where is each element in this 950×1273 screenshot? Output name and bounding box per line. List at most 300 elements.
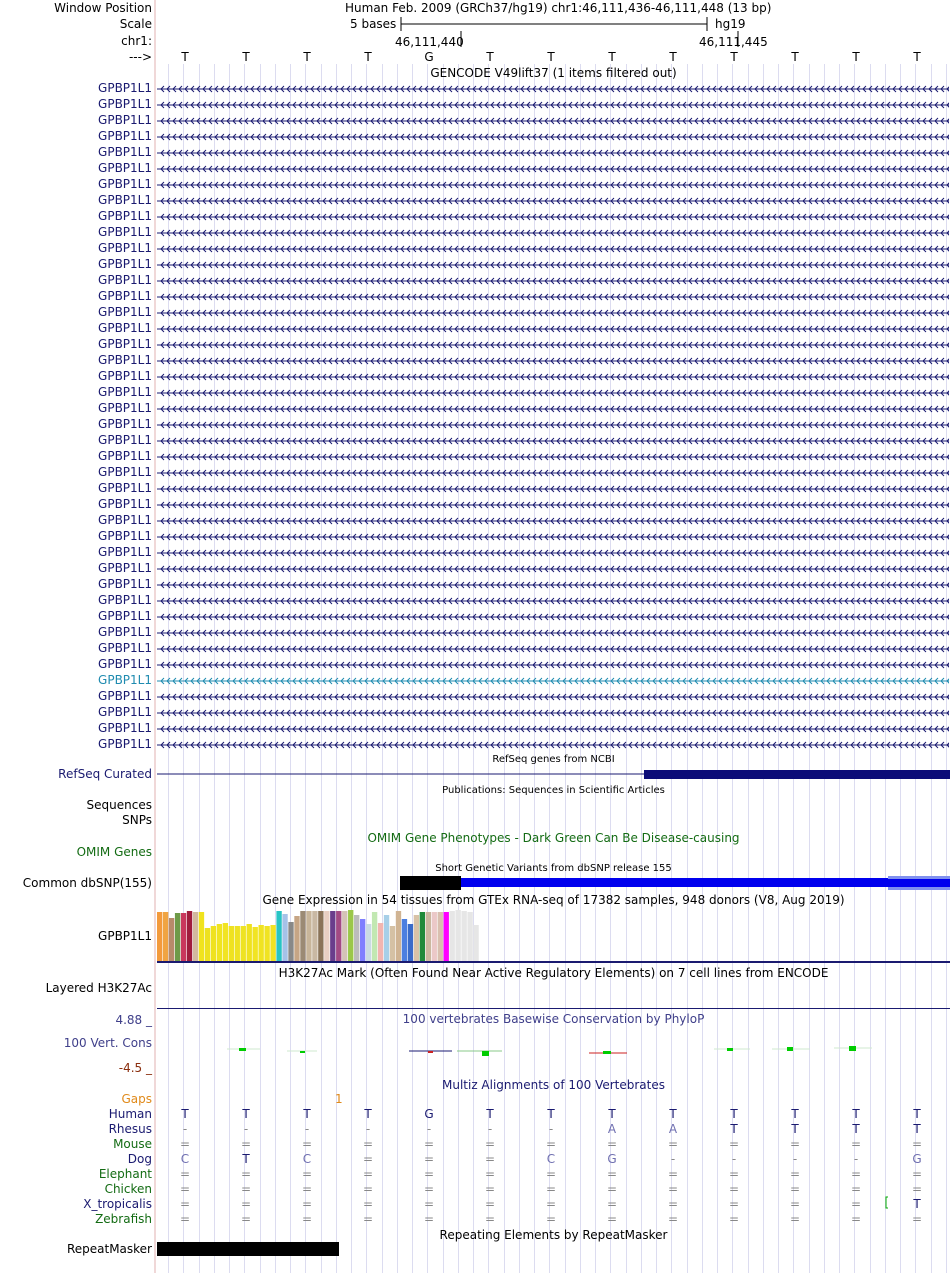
gencode-gene-label[interactable]: GPBP1L1 xyxy=(98,81,152,95)
dog-base: G xyxy=(607,1152,617,1166)
elephant-base: = xyxy=(484,1167,496,1181)
repeatmasker-track-title[interactable]: Repeating Elements by RepeatMasker xyxy=(439,1228,668,1242)
rhesus-base: T xyxy=(852,1122,860,1136)
gtex-tissue-bar xyxy=(330,911,335,961)
gtex-expression-chart[interactable] xyxy=(157,909,950,964)
elephant-base: = xyxy=(667,1167,679,1181)
gencode-gene-label[interactable]: GPBP1L1 xyxy=(98,209,152,223)
gencode-transcript[interactable] xyxy=(157,354,949,368)
gtex-tissue-bar xyxy=(467,912,472,961)
x_tropicalis-base: = xyxy=(667,1197,679,1211)
rhesus-base: - xyxy=(365,1122,371,1136)
elephant-base: = xyxy=(423,1167,435,1181)
gtex-track-title[interactable]: Gene Expression in 54 tissues from GTEx RNA-seq of 17382 samples, 948 donors (V8, Aug 2019) xyxy=(262,893,845,907)
gencode-gene-label[interactable]: GPBP1L1 xyxy=(98,161,152,175)
mouse-base: = xyxy=(179,1137,191,1151)
reference-base: T xyxy=(791,50,799,64)
gencode-gene-label[interactable]: GPBP1L1 xyxy=(98,433,152,447)
gtex-tissue-bar xyxy=(294,916,299,961)
gencode-transcript[interactable] xyxy=(157,450,949,464)
gencode-track-title[interactable]: GENCODE V49lift37 (1 items filtered out) xyxy=(430,66,677,80)
omim-track-title[interactable]: OMIM Gene Phenotypes - Dark Green Can Be Disease-causing xyxy=(367,831,740,845)
dog-base: = xyxy=(362,1152,374,1166)
gtex-tissue-bar xyxy=(187,911,192,961)
publications-sequences-label[interactable]: Sequences xyxy=(86,798,152,812)
gtex-tissue-bar xyxy=(217,924,222,961)
gencode-transcript[interactable] xyxy=(157,130,949,144)
reference-base: T xyxy=(669,50,677,64)
gencode-transcript[interactable] xyxy=(157,498,949,512)
x_tropicalis-base: = xyxy=(850,1197,862,1211)
gtex-baseline xyxy=(157,961,950,963)
gtex-tissue-bar xyxy=(211,926,216,961)
elephant-base: = xyxy=(728,1167,740,1181)
chicken-base: = xyxy=(789,1182,801,1196)
gtex-tissue-bar xyxy=(181,913,186,961)
gencode-gene-label[interactable]: GPBP1L1 xyxy=(98,657,152,671)
human-base: T xyxy=(669,1107,677,1121)
phylop-signal[interactable] xyxy=(157,1040,950,1060)
zebrafish-base: = xyxy=(362,1212,374,1226)
gtex-tissue-bar xyxy=(390,926,395,961)
gencode-transcript[interactable] xyxy=(157,162,949,176)
human-base: T xyxy=(486,1107,494,1121)
gencode-gene-label[interactable]: GPBP1L1 xyxy=(98,305,152,319)
gencode-transcript[interactable] xyxy=(157,738,949,752)
human-base: T xyxy=(852,1107,860,1121)
gencode-transcript[interactable] xyxy=(157,546,949,560)
position-right: 46,111,445 xyxy=(699,35,768,49)
x_tropicalis-base: = xyxy=(606,1197,618,1211)
h3k27ac-label[interactable]: Layered H3K27Ac xyxy=(45,981,152,995)
gencode-transcript[interactable] xyxy=(157,642,949,656)
gencode-transcript[interactable] xyxy=(157,338,949,352)
mouse-base: = xyxy=(301,1137,313,1151)
gtex-tissue-bar xyxy=(282,914,287,961)
publications-snps-label[interactable]: SNPs xyxy=(122,813,152,827)
gtex-tissue-bar xyxy=(378,923,383,961)
multiz-species-label[interactable]: Mouse xyxy=(113,1137,152,1151)
gencode-gene-label[interactable]: GPBP1L1 xyxy=(98,561,152,575)
zebrafish-base: = xyxy=(545,1212,557,1226)
gencode-transcript[interactable] xyxy=(157,434,949,448)
reference-base: T xyxy=(547,50,555,64)
gtex-tissue-bar xyxy=(420,912,425,961)
zebrafish-base: = xyxy=(423,1212,435,1226)
gencode-transcript[interactable] xyxy=(157,658,949,672)
gencode-gene-label[interactable]: GPBP1L1 xyxy=(98,113,152,127)
rhesus-base: - xyxy=(243,1122,249,1136)
reference-base: T xyxy=(730,50,738,64)
x_tropicalis-base: = xyxy=(240,1197,252,1211)
scale-label: Scale xyxy=(119,17,152,31)
human-base: T xyxy=(608,1107,616,1121)
gencode-gene-label[interactable]: GPBP1L1 xyxy=(98,593,152,607)
elephant-base: = xyxy=(362,1167,374,1181)
phylop-max: 4.88 _ xyxy=(115,1013,152,1027)
multiz-species-label[interactable]: Rhesus xyxy=(108,1122,152,1136)
refseq-track-title[interactable]: RefSeq genes from NCBI xyxy=(492,754,615,765)
gtex-tissue-bar xyxy=(354,915,359,961)
gencode-gene-label[interactable]: GPBP1L1 xyxy=(98,369,152,383)
mouse-base: = xyxy=(362,1137,374,1151)
gencode-gene-label[interactable]: GPBP1L1 xyxy=(98,465,152,479)
gtex-tissue-bar xyxy=(461,911,466,961)
repeatmasker-element[interactable] xyxy=(157,1241,950,1257)
gencode-gene-label[interactable]: GPBP1L1 xyxy=(98,641,152,655)
gencode-gene-label[interactable]: GPBP1L1 xyxy=(98,577,152,591)
scale-bases-text: 5 bases xyxy=(350,17,397,31)
gencode-transcript[interactable] xyxy=(157,82,949,96)
gencode-gene-label[interactable]: GPBP1L1 xyxy=(98,513,152,527)
gencode-transcript[interactable] xyxy=(157,98,949,112)
gtex-tissue-bar xyxy=(288,922,293,961)
mouse-base: = xyxy=(484,1137,496,1151)
strand-label: ---> xyxy=(128,50,152,64)
insertion-bracket xyxy=(884,1196,890,1210)
gencode-transcript[interactable] xyxy=(157,482,949,496)
elephant-base: = xyxy=(179,1167,191,1181)
gencode-gene-label[interactable]: GPBP1L1 xyxy=(98,177,152,191)
dog-base: C xyxy=(180,1152,190,1166)
x_tropicalis-base: = xyxy=(301,1197,313,1211)
gencode-transcript[interactable] xyxy=(157,386,949,400)
gencode-transcript[interactable] xyxy=(157,594,949,608)
gtex-tissue-bar xyxy=(432,912,437,961)
gtex-tissue-bar xyxy=(276,911,281,961)
gencode-transcript[interactable] xyxy=(157,210,949,224)
gtex-tissue-bar xyxy=(264,926,269,961)
gtex-tissue-bar xyxy=(456,910,461,961)
chicken-base: = xyxy=(667,1182,679,1196)
gencode-transcript[interactable] xyxy=(157,690,949,704)
human-base: G xyxy=(424,1107,434,1121)
x_tropicalis-base: = xyxy=(789,1197,801,1211)
scale-bar xyxy=(400,15,710,33)
dog-base: C xyxy=(546,1152,556,1166)
gtex-tissue-bar xyxy=(372,912,377,961)
gencode-transcript[interactable] xyxy=(157,226,949,240)
gencode-transcript[interactable] xyxy=(157,402,949,416)
human-base: T xyxy=(547,1107,555,1121)
gencode-gene-label[interactable]: GPBP1L1 xyxy=(98,129,152,143)
publications-track-title[interactable]: Publications: Sequences in Scientific Articles xyxy=(442,785,665,796)
gencode-gene-label[interactable]: GPBP1L1 xyxy=(98,449,152,463)
zebrafish-base: = xyxy=(179,1212,191,1226)
gencode-transcript[interactable] xyxy=(157,562,949,576)
reference-base: T xyxy=(486,50,494,64)
gencode-gene-label[interactable]: GPBP1L1 xyxy=(98,545,152,559)
dbsnp-track-title[interactable]: Short Genetic Variants from dbSNP release 155 xyxy=(435,863,672,874)
rhesus-base: T xyxy=(791,1122,799,1136)
elephant-base: = xyxy=(545,1167,557,1181)
gencode-gene-label[interactable]: GPBP1L1 xyxy=(98,193,152,207)
x_tropicalis-base: = xyxy=(728,1197,740,1211)
reference-base: G xyxy=(424,50,434,64)
gtex-tissue-bar xyxy=(205,928,210,961)
gencode-gene-label[interactable]: GPBP1L1 xyxy=(98,321,152,335)
gencode-transcript[interactable] xyxy=(157,290,949,304)
zebrafish-base: = xyxy=(240,1212,252,1226)
gtex-tissue-bar xyxy=(324,911,329,961)
elephant-base: = xyxy=(240,1167,252,1181)
multiz-species-label[interactable]: Elephant xyxy=(98,1167,152,1181)
multiz-species-label[interactable]: Dog xyxy=(127,1152,152,1166)
gtex-tissue-bar xyxy=(473,925,478,961)
gtex-tissue-bar xyxy=(348,910,353,961)
refseq-transcript[interactable] xyxy=(157,766,950,782)
zebrafish-base: = xyxy=(667,1212,679,1226)
gencode-gene-label[interactable]: GPBP1L1 xyxy=(98,273,152,287)
dog-base: - xyxy=(792,1152,798,1166)
gtex-tissue-bar xyxy=(223,923,228,961)
gencode-transcript[interactable] xyxy=(157,626,949,640)
gencode-transcript[interactable] xyxy=(157,194,949,208)
gencode-gene-label[interactable]: GPBP1L1 xyxy=(98,353,152,367)
gtex-tissue-bar xyxy=(312,911,317,961)
gencode-gene-label[interactable]: GPBP1L1 xyxy=(98,401,152,415)
mouse-base: = xyxy=(240,1137,252,1151)
gencode-gene-label[interactable]: GPBP1L1 xyxy=(98,689,152,703)
gencode-transcript[interactable] xyxy=(157,722,949,736)
human-base: T xyxy=(303,1107,311,1121)
chicken-base: = xyxy=(423,1182,435,1196)
gtex-tissue-bar xyxy=(193,912,198,961)
gap-marker: 1 xyxy=(335,1092,343,1106)
multiz-species-label[interactable]: Chicken xyxy=(104,1182,152,1196)
gencode-gene-label[interactable]: GPBP1L1 xyxy=(98,145,152,159)
mouse-base: = xyxy=(667,1137,679,1151)
chicken-base: = xyxy=(606,1182,618,1196)
zebrafish-base: = xyxy=(606,1212,618,1226)
x_tropicalis-base: = xyxy=(362,1197,374,1211)
x_tropicalis-base: = xyxy=(423,1197,435,1211)
rhesus-base: A xyxy=(607,1122,617,1136)
gtex-tissue-bar xyxy=(342,911,347,961)
gencode-transcript[interactable] xyxy=(157,418,949,432)
mouse-base: = xyxy=(850,1137,862,1151)
gtex-tissue-bar xyxy=(402,919,407,961)
gtex-tissue-bar xyxy=(258,925,263,961)
gencode-gene-label[interactable]: GPBP1L1 xyxy=(98,625,152,639)
gtex-tissue-bar xyxy=(300,911,305,961)
elephant-base: = xyxy=(301,1167,313,1181)
gtex-tissue-bar xyxy=(408,924,413,961)
rhesus-base: - xyxy=(548,1122,554,1136)
chicken-base: = xyxy=(362,1182,374,1196)
gtex-label[interactable]: GPBP1L1 xyxy=(98,929,152,943)
phylop-track-title[interactable]: 100 vertebrates Basewise Conservation by PhyloP xyxy=(402,1012,705,1026)
mouse-base: = xyxy=(545,1137,557,1151)
h3k27ac-baseline xyxy=(157,1008,950,1009)
gencode-transcript[interactable] xyxy=(157,466,949,480)
gencode-transcript[interactable] xyxy=(157,114,949,128)
mouse-base: = xyxy=(606,1137,618,1151)
human-base: T xyxy=(364,1107,372,1121)
gtex-tissue-bar xyxy=(360,919,365,961)
dog-base: = xyxy=(484,1152,496,1166)
gtex-tissue-bar xyxy=(414,915,419,961)
gaps-label[interactable]: Gaps xyxy=(121,1092,152,1106)
gtex-tissue-bar xyxy=(253,927,258,961)
gtex-tissue-bar xyxy=(318,911,323,961)
human-base: T xyxy=(181,1107,189,1121)
gtex-tissue-bar xyxy=(426,912,431,961)
dbsnp-label[interactable]: Common dbSNP(155) xyxy=(22,876,152,890)
omim-label[interactable]: OMIM Genes xyxy=(76,845,152,859)
multiz-species-label[interactable]: Human xyxy=(108,1107,152,1121)
gencode-transcript[interactable] xyxy=(157,514,949,528)
gtex-tissue-bar xyxy=(175,913,180,961)
rhesus-base: T xyxy=(730,1122,738,1136)
gencode-gene-label[interactable]: GPBP1L1 xyxy=(98,417,152,431)
chicken-base: = xyxy=(850,1182,862,1196)
gencode-gene-label[interactable]: GPBP1L1 xyxy=(98,257,152,271)
gtex-tissue-bar xyxy=(306,911,311,961)
elephant-base: = xyxy=(789,1167,801,1181)
gencode-gene-label[interactable]: GPBP1L1 xyxy=(98,673,152,687)
assembly-position-text[interactable]: Human Feb. 2009 (GRCh37/hg19) chr1:46,111,436-46,111,448 (13 bp) xyxy=(345,1,772,15)
mouse-base: = xyxy=(911,1137,923,1151)
phylop-min: -4.5 _ xyxy=(118,1061,152,1075)
mouse-base: = xyxy=(789,1137,801,1151)
zebrafish-base: = xyxy=(484,1212,496,1226)
dog-base: - xyxy=(670,1152,676,1166)
reference-base: T xyxy=(181,50,189,64)
chicken-base: = xyxy=(179,1182,191,1196)
h3k27ac-track-title[interactable]: H3K27Ac Mark (Often Found Near Active Regulatory Elements) on 7 cell lines from ENCODE xyxy=(278,966,829,980)
rhesus-base: T xyxy=(913,1122,921,1136)
gencode-transcript[interactable] xyxy=(157,146,949,160)
rhesus-base: A xyxy=(668,1122,678,1136)
gencode-gene-label[interactable]: GPBP1L1 xyxy=(98,97,152,111)
human-base: T xyxy=(913,1107,921,1121)
gtex-tissue-bar xyxy=(384,915,389,961)
chicken-base: = xyxy=(240,1182,252,1196)
gtex-tissue-bar xyxy=(241,926,246,961)
phylop-label[interactable]: 100 Vert. Cons xyxy=(63,1036,152,1050)
gencode-transcript[interactable] xyxy=(157,578,949,592)
gencode-gene-label[interactable]: GPBP1L1 xyxy=(98,225,152,239)
x_tropicalis-base: = xyxy=(545,1197,557,1211)
gencode-gene-label[interactable]: GPBP1L1 xyxy=(98,721,152,735)
gtex-tissue-bar xyxy=(157,912,162,961)
gtex-tissue-bar xyxy=(444,912,449,961)
elephant-base: = xyxy=(606,1167,618,1181)
mouse-base: = xyxy=(728,1137,740,1151)
multiz-species-label[interactable]: X_tropicalis xyxy=(83,1197,152,1211)
reference-base: T xyxy=(852,50,860,64)
gtex-tissue-bar xyxy=(336,911,341,961)
x_tropicalis-base: = xyxy=(179,1197,191,1211)
position-left: 46,111,440 xyxy=(395,35,464,49)
x_tropicalis-base: = xyxy=(484,1197,496,1211)
rhesus-base: - xyxy=(304,1122,310,1136)
gencode-gene-label[interactable]: GPBP1L1 xyxy=(98,481,152,495)
reference-base: T xyxy=(303,50,311,64)
gencode-transcript[interactable] xyxy=(157,370,949,384)
gtex-tissue-bar xyxy=(229,926,234,961)
multiz-track-title[interactable]: Multiz Alignments of 100 Vertebrates xyxy=(441,1078,666,1092)
gencode-transcript[interactable] xyxy=(157,306,949,320)
refseq-label[interactable]: RefSeq Curated xyxy=(58,767,152,781)
rhesus-base: - xyxy=(426,1122,432,1136)
gtex-tissue-bar xyxy=(438,912,443,961)
rhesus-base: - xyxy=(182,1122,188,1136)
zebrafish-base: = xyxy=(911,1212,923,1226)
dog-base: T xyxy=(242,1152,250,1166)
human-base: T xyxy=(730,1107,738,1121)
window-position-label: Window Position xyxy=(54,1,152,15)
gencode-transcript[interactable] xyxy=(157,530,949,544)
chicken-base: = xyxy=(484,1182,496,1196)
gencode-transcript[interactable] xyxy=(157,242,949,256)
gencode-gene-label[interactable]: GPBP1L1 xyxy=(98,737,152,751)
chicken-base: = xyxy=(911,1182,923,1196)
human-base: T xyxy=(242,1107,250,1121)
dog-base: G xyxy=(912,1152,922,1166)
dbsnp-variants[interactable] xyxy=(157,875,950,891)
gtex-tissue-bar xyxy=(396,911,401,961)
chrom-label: chr1: xyxy=(121,34,152,48)
gencode-gene-label[interactable]: GPBP1L1 xyxy=(98,705,152,719)
human-base: T xyxy=(791,1107,799,1121)
gtex-tissue-bar xyxy=(169,918,174,961)
gencode-gene-label[interactable]: GPBP1L1 xyxy=(98,497,152,511)
chicken-base: = xyxy=(545,1182,557,1196)
repeatmasker-label[interactable]: RepeatMasker xyxy=(66,1242,152,1256)
gencode-gene-label[interactable]: GPBP1L1 xyxy=(98,337,152,351)
gencode-gene-label[interactable]: GPBP1L1 xyxy=(98,609,152,623)
gencode-gene-label[interactable]: GPBP1L1 xyxy=(98,385,152,399)
gtex-tissue-bar xyxy=(163,912,168,961)
reference-base: T xyxy=(913,50,921,64)
elephant-base: = xyxy=(850,1167,862,1181)
gencode-transcript[interactable] xyxy=(157,610,949,624)
ruler-tick-left xyxy=(460,31,464,49)
gtex-tissue-bar xyxy=(450,911,455,961)
gencode-gene-label[interactable]: GPBP1L1 xyxy=(98,289,152,303)
gencode-gene-label[interactable]: GPBP1L1 xyxy=(98,529,152,543)
dog-base: = xyxy=(423,1152,435,1166)
gencode-transcript[interactable] xyxy=(157,274,949,288)
gencode-transcript[interactable] xyxy=(157,706,949,720)
gtex-tissue-bar xyxy=(247,924,252,961)
x_tropicalis-base: T xyxy=(913,1197,921,1211)
gtex-tissue-bar xyxy=(199,912,204,961)
gencode-transcript[interactable] xyxy=(157,322,949,336)
chicken-base: = xyxy=(301,1182,313,1196)
gencode-transcript[interactable] xyxy=(157,178,949,192)
multiz-species-label[interactable]: Zebrafish xyxy=(95,1212,152,1226)
zebrafish-base: = xyxy=(850,1212,862,1226)
gencode-transcript[interactable] xyxy=(157,674,949,688)
gencode-transcript[interactable] xyxy=(157,258,949,272)
dog-base: - xyxy=(853,1152,859,1166)
gtex-tissue-bar xyxy=(235,926,240,961)
reference-base: T xyxy=(608,50,616,64)
rhesus-base: - xyxy=(487,1122,493,1136)
scale-db-text: hg19 xyxy=(715,17,746,31)
zebrafish-base: = xyxy=(728,1212,740,1226)
mouse-base: = xyxy=(423,1137,435,1151)
chicken-base: = xyxy=(728,1182,740,1196)
reference-base: T xyxy=(242,50,250,64)
ruler-tick-right xyxy=(737,31,741,49)
gencode-gene-label[interactable]: GPBP1L1 xyxy=(98,241,152,255)
zebrafish-base: = xyxy=(789,1212,801,1226)
elephant-base: = xyxy=(911,1167,923,1181)
